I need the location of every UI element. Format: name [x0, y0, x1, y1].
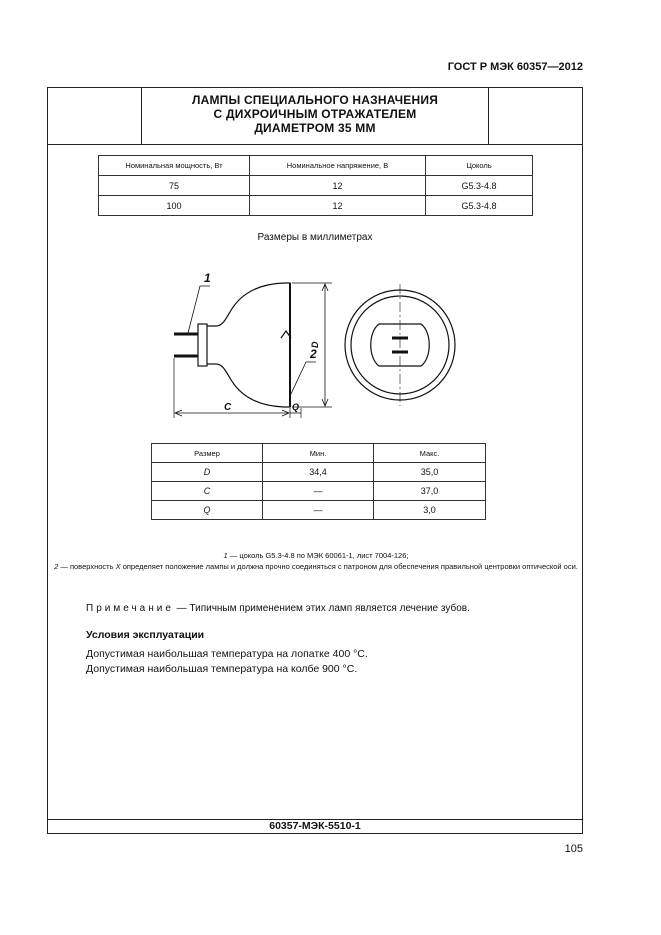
label-d: D [310, 341, 320, 348]
label-2: 2 [310, 347, 317, 361]
table-cell: 75 [99, 176, 250, 196]
column-header: Размер [152, 444, 263, 463]
table-cell: 12 [250, 196, 426, 216]
table-cell: 34,4 [263, 463, 374, 482]
title-block [48, 88, 582, 145]
label-q: Q [292, 402, 300, 412]
label-c: C [224, 402, 232, 413]
standard-number: ГОСТ Р МЭК 60357—2012 [447, 61, 583, 73]
conditions-line-2: Допустимая наибольшая температура на колбе 900 °С. [86, 663, 358, 675]
table-cell: — [263, 501, 374, 520]
column-header: Макс. [374, 444, 486, 463]
table-cell: D [152, 463, 263, 482]
column-header: Номинальное напряжение, В [250, 156, 426, 176]
note [86, 603, 470, 614]
legend-item-1: 1 — цоколь G5.3-4.8 по МЭК 60061-1, лист 7004-126; [223, 551, 409, 560]
title-line-2: С ДИХРОИЧНЫМ ОТРАЖАТЕЛЕМ [213, 107, 417, 121]
lamp-drawing [158, 258, 478, 418]
table-row [152, 463, 486, 482]
ratings-table [98, 155, 533, 216]
table-row [152, 482, 486, 501]
table-cell: — [263, 482, 374, 501]
title-line-3: ДИАМЕТРОМ 35 ММ [254, 121, 376, 135]
table-cell: G5.3-4.8 [426, 196, 533, 216]
table-cell: 35,0 [374, 463, 486, 482]
dimensions-table [151, 443, 486, 520]
legend-item-2: 2 — поверхность X определяет положение лампы и должна прочно соединяться с патроном для обеспечения правильной центровки оптической оси. [54, 562, 578, 571]
base-flange [198, 324, 207, 366]
table-cell: Q [152, 501, 263, 520]
table-cell: 12 [250, 176, 426, 196]
table-cell: 100 [99, 196, 250, 216]
label-1: 1 [204, 271, 211, 285]
table-header-row [99, 156, 533, 176]
table-cell: 3,0 [374, 501, 486, 520]
table-row [99, 176, 533, 196]
reflector-outline [207, 283, 290, 407]
table-cell: G5.3-4.8 [426, 176, 533, 196]
column-header: Цоколь [426, 156, 533, 176]
page-number: 105 [564, 843, 583, 855]
units-caption: Размеры в миллиметрах [257, 232, 373, 243]
column-header: Мин. [263, 444, 374, 463]
conditions-line-1: Допустимая наибольшая температура на лопатке 400 °С. [86, 648, 368, 660]
sheet-footer: 60357-МЭК-5510-1 [48, 819, 582, 833]
table-row [152, 501, 486, 520]
note-text: — Типичным применением этих ламп является лечение зубов. [173, 603, 470, 614]
table-header-row [152, 444, 486, 463]
note-label: Примечание [86, 603, 174, 614]
leader-2 [290, 362, 316, 396]
column-header: Номинальная мощность, Вт [99, 156, 250, 176]
table-row [99, 196, 533, 216]
sheet-title [141, 88, 489, 144]
figure-legend [52, 550, 580, 572]
sheet-frame [47, 87, 583, 834]
conditions-heading: Условия эксплуатации [86, 629, 205, 641]
title-line-1: ЛАМПЫ СПЕЦИАЛЬНОГО НАЗНАЧЕНИЯ [191, 93, 439, 107]
table-cell: C [152, 482, 263, 501]
table-cell: 37,0 [374, 482, 486, 501]
